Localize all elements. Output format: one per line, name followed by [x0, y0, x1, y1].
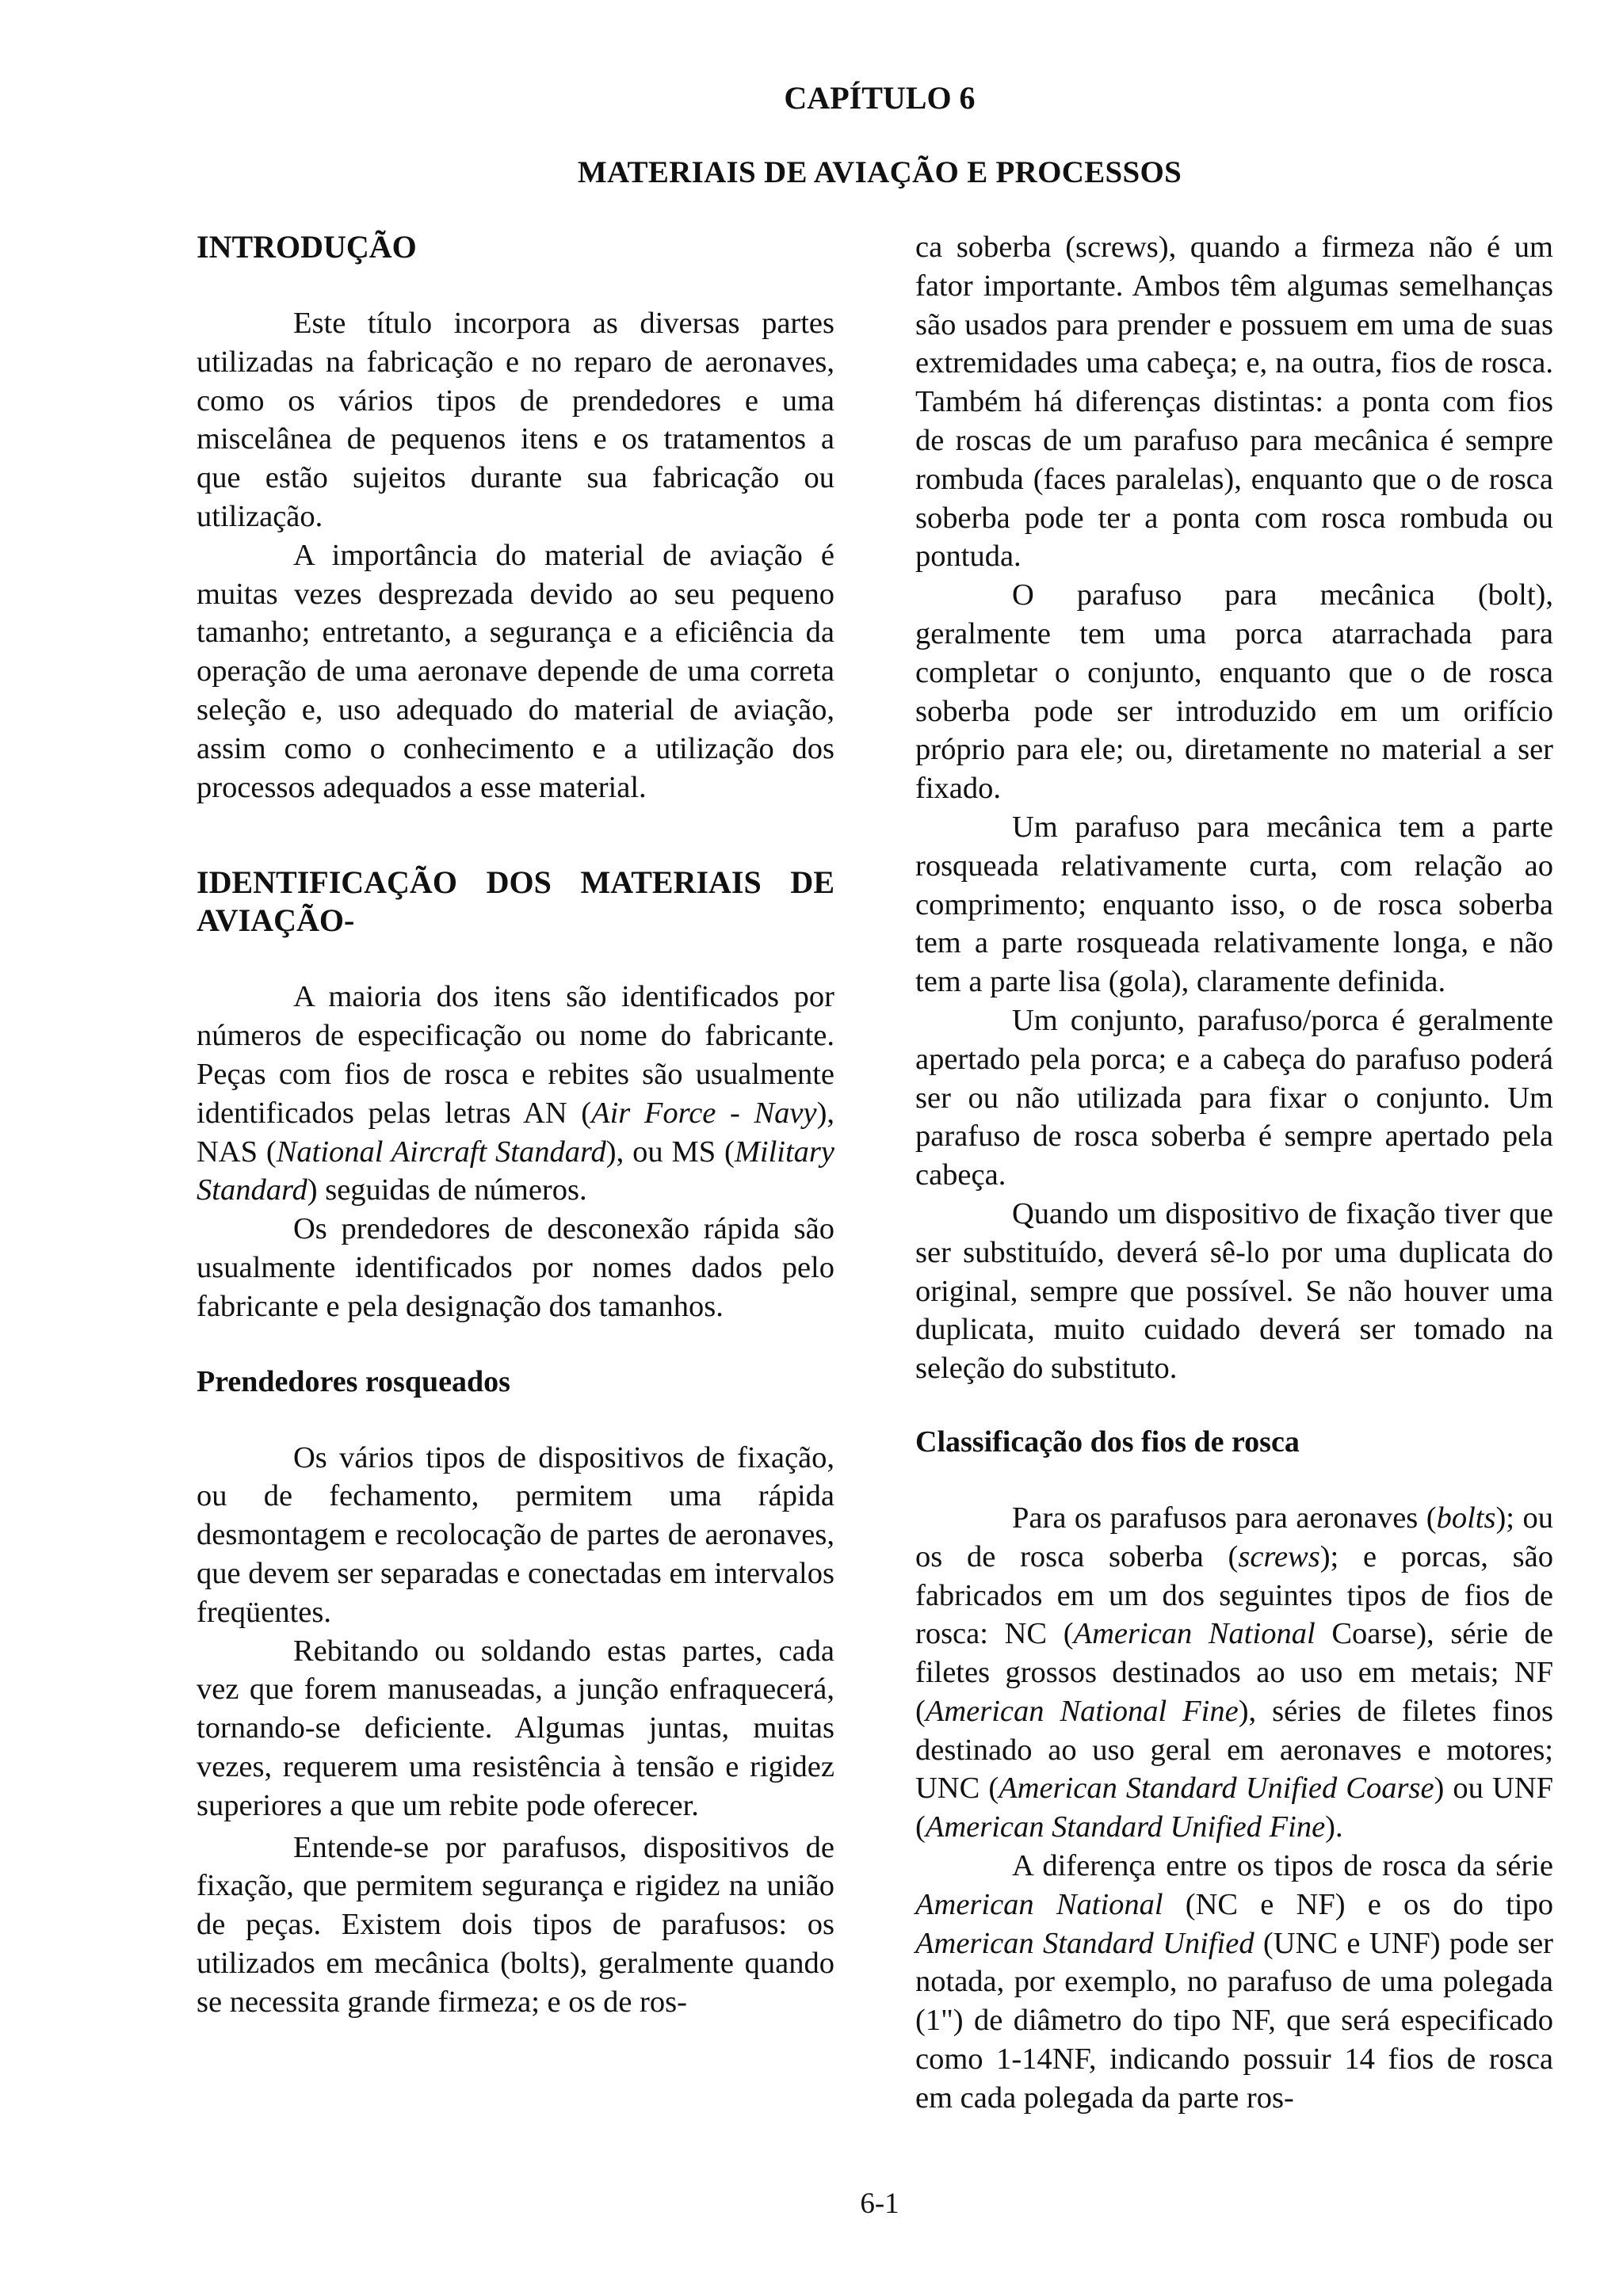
paragraph: Para os parafusos para aeronaves (bolts); ou os de rosca soberba (screws); e porcas, são fabricados em um dos seguintes tipos de fios de rosca: NC (American National Coarse), série de filetes grossos destinados ao uso em metais; NF (American National Fine), séries de filetes finos destinado ao uso geral em aeronaves e motores; UNC (American Standard Unified Coarse) ou UNF (American Standard Unified Fine). — [915, 1501, 1554, 1844]
left-column — [197, 228, 834, 2021]
chapter-title: MATERIAIS DE AVIAÇÃO E PROCESSOS — [577, 155, 1182, 189]
paragraph: ca soberba (screws), quando a firmeza não é um fator importante. Ambos têm algumas semelhanças são usados para prender e possuem em uma de suas extremidades uma cabeça; e, na outra, fios de rosca. Também há diferenças distintas: a ponta com fios de roscas de um parafuso para mecânica é sempre rombuda (faces paralelas), enquanto que o de rosca soberba pode ter a ponta com rosca rombuda ou pontuda. — [915, 231, 1553, 574]
paragraph: A importância do material de aviação é muitas vezes desprezada devido ao seu pequeno tamanho; entretanto, a segurança e a eficiência da operação de uma aeronave depende de uma correta seleção e, uso adequado do material de aviação, assim como o conhecimento e a utilização dos processos adequados a esse material. — [197, 538, 834, 804]
paragraph: O parafuso para mecânica (bolt), geralmente tem uma porca atarrachada para completar o conjunto, enquanto que o de rosca soberba pode ser introduzido em um orifício próprio para ele; ou, diretamente no material a ser fixado. — [915, 578, 1553, 806]
subsection-heading-classificacao: Classificação dos fios de rosca — [915, 1425, 1300, 1459]
paragraph: A maioria dos itens são identificados por números de especificação ou nome do fabricante. Peças com fios de rosca e rebites são usualmente identificados pelas letras AN (Air Force - Navy), NAS (National Aircraft Standard), ou MS (Military Standard) seguidas de números. — [197, 980, 835, 1207]
paragraph: Este título incorpora as diversas partes utilizadas na fabricação e no reparo de aeronaves, como os vários tipos de prendedores e uma miscelânea de pequenos itens e os tratamentos a que estão sujeitos durante sua fabricação ou utilização. — [197, 307, 834, 533]
paragraph: Os vários tipos de dispositivos de fixação, ou de fechamento, permitem uma rápida desmontagem e recolocação de partes de aeronaves, que devem ser separadas e conectadas em intervalos freqüentes. — [197, 1440, 834, 1629]
section-heading-identificacao: IDENTIFICAÇÃO DOS MATERIAIS DE AVIAÇÃO- — [197, 864, 834, 939]
page-number: 6-1 — [860, 2187, 899, 2220]
paragraph: Entende-se por parafusos, dispositivos de fixação, que permitem segurança e rigidez na união de peças. Existem dois tipos de parafusos: os utilizados em mecânica (bolts), geralmente quando se necessita grande firmeza; e os de ros- — [197, 1830, 834, 2019]
paragraph: Quando um dispositivo de fixação tiver que ser substituído, deverá sê-lo por uma duplicata do original, sempre que possível. Se não houver uma duplicata, muito cuidado deverá ser tomado na seleção do substituto. — [915, 1196, 1553, 1386]
paragraph: Um parafuso para mecânica tem a parte rosqueada relativamente curta, com relação ao comprimento; enquanto isso, o de rosca soberba tem a parte rosqueada relativamente longa, e não tem a parte lisa (gola), claramente definida. — [915, 810, 1553, 999]
chapter-number: CAPÍTULO 6 — [784, 80, 976, 116]
right-column — [915, 228, 1553, 2118]
paragraph: A diferença entre os tipos de rosca da série American National (NC e NF) e os do tipo American Standard Unified (UNC e UNF) pode ser notada, por exemplo, no parafuso de uma polegada (1") de diâmetro do tipo NF, que será especificado como 1-14NF, indicando possuir 14 fios de rosca em cada polegada da parte ros- — [915, 1849, 1553, 2115]
section-heading-introducao: INTRODUÇÃO — [197, 229, 417, 265]
subsection-heading-prendedores: Prendedores rosqueados — [197, 1364, 510, 1398]
paragraph: Um conjunto, parafuso/porca é geralmente apertado pela porca; e a cabeça do parafuso poderá ser ou não utilizada para fixar o conjunto. Um parafuso de rosca soberba é sempre apertado pela cabeça. — [915, 1003, 1553, 1192]
paragraph: Os prendedores de desconexão rápida são usualmente identificados por nomes dados pelo fabricante e pela designação dos tamanhos. — [197, 1212, 834, 1323]
paragraph: Rebitando ou soldando estas partes, cada vez que forem manuseadas, a junção enfraquecerá, tornando-se deficiente. Algumas juntas, muitas vezes, requerem uma resistência à tensão e rigidez superiores a que um rebite pode oferecer. — [197, 1634, 834, 1822]
